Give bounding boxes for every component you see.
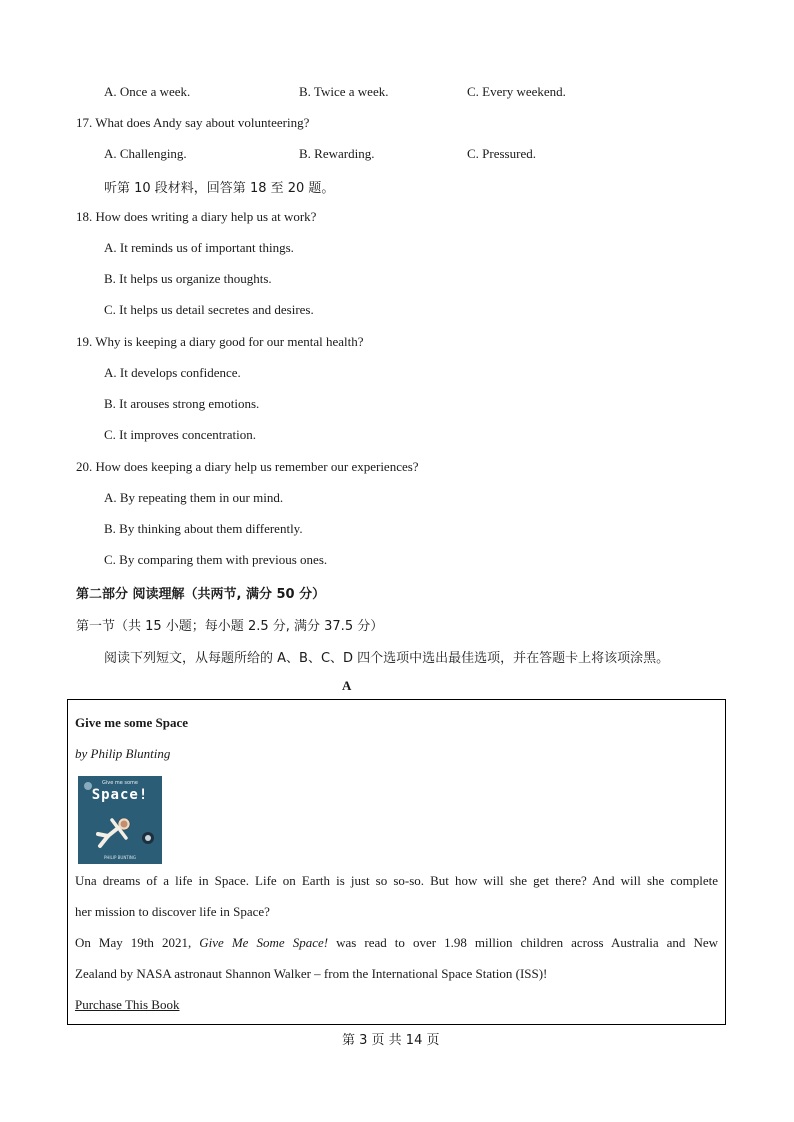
passage-para1-line1: Una dreams of a life in Space. Life on Earth is just so so-so. But how will she get there? And will she complete — [75, 873, 718, 888]
q16-option-b: B. Twice a week. — [299, 84, 389, 99]
q18-option-a: A. It reminds us of important things. — [104, 240, 294, 255]
para2-rest: was read to over 1.98 million children across Australia and New — [328, 935, 719, 950]
page-footer: 第 3 页 共 14 页 — [342, 1033, 440, 1048]
cover-author-text: PHILIP BUNTING — [103, 855, 137, 860]
question-19: 19. Why is keeping a diary good for our mental health? — [76, 334, 364, 349]
q20-option-b: B. By thinking about them differently. — [104, 521, 303, 536]
book-cover-image — [78, 776, 162, 864]
passage-title: Give me some Space — [75, 715, 189, 730]
q16-option-a: A. Once a week. — [104, 84, 191, 99]
q18-option-c: C. It helps us detail secretes and desires. — [104, 302, 314, 317]
section1-heading: 第一节（共 15 小题；每小题 2.5 分, 满分 37.5 分） — [76, 619, 384, 634]
q17-option-b: B. Rewarding. — [299, 146, 375, 161]
purchase-book-link[interactable]: Purchase This Book — [75, 997, 180, 1012]
q20-option-c: C. By comparing them with previous ones. — [104, 552, 328, 567]
passage-label: A — [342, 678, 352, 693]
passage-para2-line2: Zealand by NASA astronaut Shannon Walker – from the International Space Station (ISS)! — [75, 966, 548, 981]
para2-book-title: Give Me Some Space! — [199, 935, 329, 950]
q19-option-c: C. It improves concentration. — [104, 427, 256, 442]
q20-option-a: A. By repeating them in our mind. — [104, 490, 284, 505]
section10-instruction: 听第 10 段材料，回答第 18 至 20 题。 — [104, 181, 335, 196]
passage-author: by Philip Blunting — [75, 746, 171, 761]
q17-option-a: A. Challenging. — [104, 146, 187, 161]
question-17: 17. What does Andy say about volunteering? — [76, 115, 310, 130]
cover-title-text: Space! — [91, 787, 149, 803]
reading-instruction: 阅读下列短文，从每题所给的 A、B、C、D 四个选项中选出最佳选项，并在答题卡上将该项涂黑。 — [104, 651, 670, 666]
passage-para2-line1 — [75, 935, 718, 951]
q18-option-b: B. It helps us organize thoughts. — [104, 271, 272, 286]
q19-option-a: A. It develops confidence. — [104, 365, 241, 380]
part2-heading: 第二部分 阅读理解（共两节, 满分 50 分） — [76, 587, 326, 602]
passage-para1-line2: her mission to discover life in Space? — [75, 904, 270, 919]
q19-option-b: B. It arouses strong emotions. — [104, 396, 260, 411]
q16-option-c: C. Every weekend. — [467, 84, 566, 99]
q17-option-c: C. Pressured. — [467, 146, 536, 161]
para2-lead: On May 19th 2021, — [75, 935, 200, 950]
question-20: 20. How does keeping a diary help us remember our experiences? — [76, 459, 419, 474]
cover-top-text: Give me some — [101, 780, 139, 786]
question-18: 18. How does writing a diary help us at work? — [76, 209, 317, 224]
